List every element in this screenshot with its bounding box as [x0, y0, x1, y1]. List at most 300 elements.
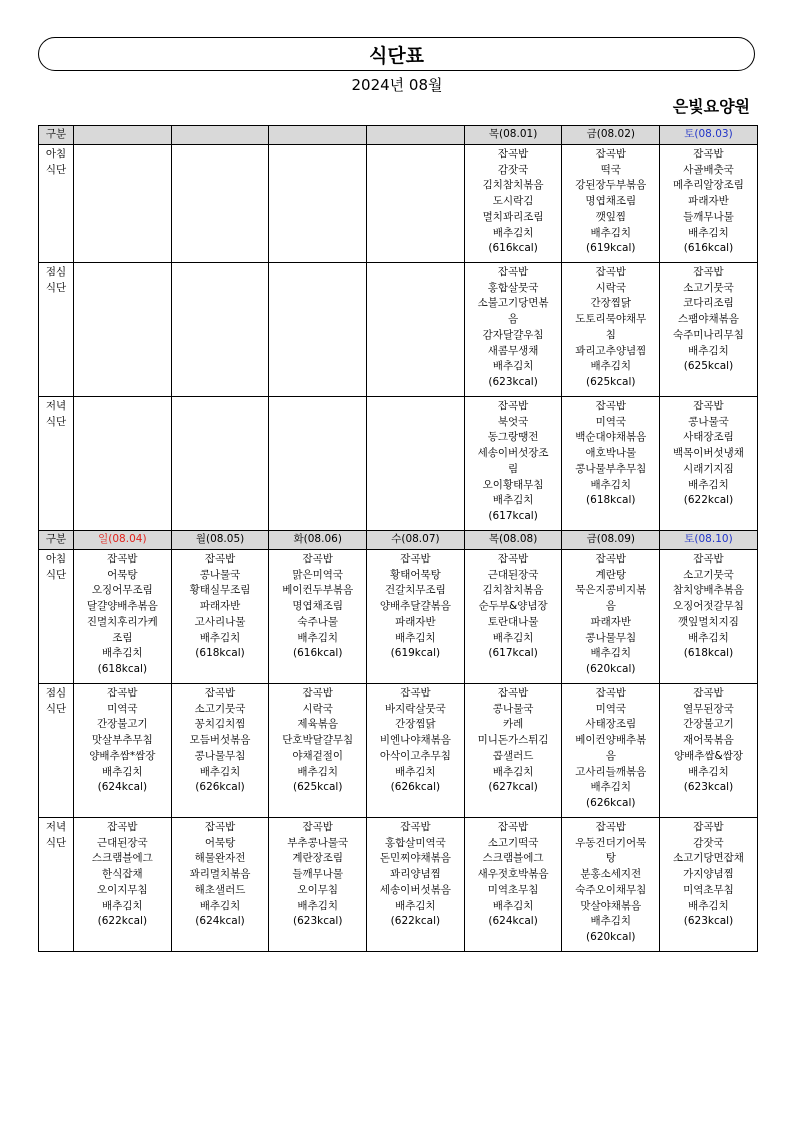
- menu-item: 음: [605, 749, 616, 762]
- menu-item: 들깨무나물: [292, 868, 344, 881]
- menu-item: 감잣국: [693, 836, 724, 849]
- menu-cell: [464, 145, 562, 263]
- menu-cell: [269, 684, 367, 818]
- menu-item: 배추김치: [199, 899, 241, 912]
- meal-label-line: 아침: [45, 148, 67, 160]
- menu-item: 미역국: [107, 702, 138, 715]
- meal-label-line: 저녁: [45, 821, 67, 833]
- menu-cell: [660, 684, 758, 818]
- menu-item: 비엔나야채볶음: [379, 734, 451, 747]
- meal-label-line: 점심: [45, 266, 67, 278]
- menu-item: 계란탕: [595, 568, 626, 581]
- week1-dinner-row: [39, 397, 758, 531]
- menu-item: 맑은미역국: [292, 568, 344, 581]
- menu-item: 파래자반: [688, 195, 729, 208]
- menu-item: 제육볶음: [297, 718, 338, 731]
- menu-item: 콩나물국: [688, 415, 729, 428]
- menu-cell: [171, 818, 269, 952]
- menu-item: 잡곡밥: [302, 687, 333, 699]
- menu-item: 숙주오이채무침: [575, 883, 647, 896]
- menu-cell: [367, 263, 465, 397]
- menu-item: 애호박나물: [585, 447, 637, 460]
- menu-item: (620kcal): [586, 662, 636, 675]
- gubun-label: 구분: [39, 126, 74, 145]
- menu-item: 황태실무조림: [189, 584, 251, 597]
- menu-item: 맛살야채볶음: [580, 899, 642, 912]
- menu-item: 잡곡밥: [497, 148, 529, 160]
- menu-item: 묵은지콩비지볶: [575, 584, 647, 597]
- menu-item: 근대된장국: [96, 836, 148, 849]
- page-title-text: 식단표: [368, 44, 425, 67]
- dinner-label: [39, 397, 74, 531]
- menu-item: 잡곡밥: [595, 687, 626, 699]
- meal-label-line: 식단: [45, 568, 67, 581]
- menu-cell: [74, 818, 172, 952]
- menu-item: (618kcal): [195, 647, 245, 660]
- menu-item: (616kcal): [292, 647, 343, 660]
- menu-item: 배추김치: [688, 765, 729, 778]
- menu-item: 잡곡밥: [595, 148, 626, 160]
- menu-item: 배추김치: [688, 344, 729, 357]
- menu-item: 도토리묵야채무: [575, 313, 647, 326]
- menu-item: 모듬버섯볶음: [189, 734, 251, 747]
- menu-item: 간장불고기: [683, 718, 734, 731]
- menu-item: 잡곡밥: [693, 148, 724, 160]
- menu-cell: [74, 550, 172, 684]
- menu-item: (626kcal): [390, 781, 441, 794]
- menu-item: 감잣국: [497, 163, 529, 176]
- menu-item: 해초샐러드: [194, 883, 246, 896]
- menu-item: 배추김치: [492, 360, 534, 373]
- menu-item: 배추김치: [102, 765, 143, 778]
- menu-item: 양배추쌈*쌈장: [89, 749, 156, 762]
- menu-item: 베이컨양배추볶: [575, 734, 647, 747]
- menu-item: 백목이버섯냉채: [672, 447, 744, 460]
- menu-item: 잡곡밥: [302, 821, 333, 833]
- menu-item: 시래기지짐: [683, 462, 734, 475]
- menu-item: 배추김치: [297, 631, 338, 644]
- menu-item: 김치참치볶음: [482, 584, 544, 597]
- menu-item: 떡국: [600, 163, 621, 176]
- menu-item: 어묵탕: [107, 568, 138, 581]
- menu-item: 우동건더기어묵: [575, 836, 647, 849]
- menu-item: 재어묵볶음: [683, 734, 734, 747]
- menu-item: 오징어무조림: [91, 584, 153, 597]
- menu-item: 배추김치: [688, 226, 729, 239]
- menu-item: 열무된장국: [683, 702, 734, 715]
- menu-cell: [171, 550, 269, 684]
- menu-item: 배추김치: [688, 478, 729, 491]
- menu-item: 잡곡밥: [400, 821, 431, 833]
- menu-item: 배추김치: [297, 765, 338, 778]
- menu-item: 음: [605, 600, 616, 613]
- menu-cell: [660, 550, 758, 684]
- day-header: 수(08.07): [367, 531, 465, 550]
- menu-item: 침: [605, 328, 616, 341]
- menu-item: 소고기떡국: [487, 836, 539, 849]
- menu-item: 야채겉절이: [292, 749, 344, 762]
- menu-cell: [660, 263, 758, 397]
- menu-item: 백순대야채볶음: [575, 431, 647, 444]
- menu-item: (622kcal): [97, 915, 148, 928]
- menu-item: 한식잡채: [102, 868, 143, 881]
- meal-label-line: 식단: [45, 163, 67, 176]
- menu-item: 배추김치: [590, 781, 632, 794]
- day-header: 토(08.03): [660, 126, 758, 145]
- menu-item: 배추김치: [199, 631, 241, 644]
- menu-item: 배추김치: [492, 765, 534, 778]
- menu-item: 배추김치: [395, 899, 436, 912]
- menu-item: 소고기당면잡채: [672, 852, 744, 865]
- menu-item: (619kcal): [390, 647, 441, 660]
- menu-cell: [367, 818, 465, 952]
- week2-dinner-row: [39, 818, 758, 952]
- menu-cell: [562, 550, 660, 684]
- menu-item: 콥샐러드: [492, 749, 534, 762]
- menu-item: 꽈리멸치볶음: [189, 868, 251, 881]
- menu-item: 미역초무침: [683, 883, 734, 896]
- day-header: 목(08.08): [464, 531, 562, 550]
- menu-item: (619kcal): [586, 242, 636, 255]
- menu-item: 오이황태무침: [482, 478, 544, 491]
- menu-item: 카레: [502, 718, 524, 731]
- week1-header-row: [39, 126, 758, 145]
- breakfast-label: [39, 145, 74, 263]
- menu-item: (624kcal): [97, 781, 148, 794]
- menu-item: 배추김치: [102, 647, 143, 660]
- meal-label-line: 식단: [45, 281, 67, 294]
- menu-cell: [562, 684, 660, 818]
- menu-item: 동그랑땡전: [487, 431, 539, 444]
- page-title: [38, 37, 755, 71]
- menu-item: 미니돈가스튀김: [477, 734, 549, 747]
- day-header: 금(08.09): [562, 531, 660, 550]
- breakfast-label: [39, 550, 74, 684]
- menu-item: (627kcal): [488, 781, 538, 794]
- menu-cell: [74, 145, 172, 263]
- menu-item: 홍합살미역국: [384, 836, 446, 849]
- menu-cell: [269, 550, 367, 684]
- menu-item: 세송이버섯장조: [477, 447, 549, 460]
- menu-item: 오징어젓갈무침: [672, 600, 744, 613]
- menu-item: 황태어묵탕: [390, 568, 441, 581]
- menu-item: 새우젓호박볶음: [477, 868, 549, 881]
- menu-item: 멸치꽈리조림: [482, 210, 544, 223]
- week1-lunch-row: [39, 263, 758, 397]
- menu-item: 파래자반: [590, 615, 632, 628]
- menu-item: 베이컨두부볶음: [282, 584, 354, 597]
- menu-item: 잡곡밥: [693, 553, 724, 565]
- menu-cell: [562, 145, 660, 263]
- menu-item: 잡곡밥: [497, 687, 529, 699]
- menu-item: 사태장조림: [683, 431, 734, 444]
- menu-item: 소고기뭇국: [683, 568, 734, 581]
- menu-item: 콩나물국: [492, 702, 534, 715]
- menu-item: 잡곡밥: [497, 400, 529, 412]
- menu-item: 간장찜닭: [395, 718, 436, 731]
- menu-item: 간장찜닭: [590, 297, 632, 310]
- menu-item: 배추김치: [590, 226, 632, 239]
- menu-cell: [367, 550, 465, 684]
- menu-item: 잡곡밥: [302, 553, 333, 565]
- day-header: 목(08.01): [464, 126, 562, 145]
- lunch-label: [39, 684, 74, 818]
- day-header: [171, 126, 269, 145]
- menu-item: 근대된장국: [487, 568, 539, 581]
- menu-item: 배추김치: [688, 631, 729, 644]
- menu-item: 소고기뭇국: [194, 702, 246, 715]
- menu-item: (623kcal): [683, 915, 734, 928]
- menu-item: 강된장두부볶음: [575, 179, 647, 192]
- menu-cell: [269, 145, 367, 263]
- menu-item: 양배추달걀볶음: [379, 600, 451, 613]
- menu-item: 돈민찌야채볶음: [379, 852, 451, 865]
- menu-item: 스팸야채볶음: [678, 313, 739, 326]
- meal-label-line: 식단: [45, 836, 67, 849]
- menu-item: 미역초무침: [487, 883, 539, 896]
- menu-item: 잡곡밥: [497, 553, 529, 565]
- menu-item: 배추김치: [395, 631, 436, 644]
- day-header: 화(08.06): [269, 531, 367, 550]
- menu-item: (624kcal): [195, 915, 245, 928]
- menu-item: 잡곡밥: [204, 687, 236, 699]
- menu-item: 소고기뭇국: [683, 281, 734, 294]
- menu-item: 사태장조림: [585, 718, 637, 731]
- menu-item: 고사리나물: [194, 615, 246, 628]
- menu-item: 파래자반: [199, 600, 241, 613]
- menu-item: 잡곡밥: [204, 821, 236, 833]
- menu-item: 김치참치볶음: [482, 179, 544, 192]
- menu-item: 맛살부추무침: [91, 734, 153, 747]
- menu-item: 음: [508, 313, 519, 326]
- menu-item: 파래자반: [395, 615, 436, 628]
- menu-item: 배추김치: [102, 899, 143, 912]
- menu-item: 순두부&양념장: [478, 600, 548, 613]
- meal-label-line: 저녁: [45, 400, 67, 412]
- menu-item: 들깨무나물: [683, 210, 734, 223]
- menu-item: 깻잎찜: [595, 210, 626, 223]
- menu-item: 배추김치: [395, 765, 436, 778]
- menu-item: 깻잎멸치지짐: [678, 615, 739, 628]
- menu-cell: [171, 397, 269, 531]
- day-header: 토(08.10): [660, 531, 758, 550]
- week2-breakfast-row: [39, 550, 758, 684]
- menu-item: 잡곡밥: [595, 821, 626, 833]
- menu-item: 잡곡밥: [400, 553, 431, 565]
- menu-cell: [464, 263, 562, 397]
- menu-cell: [74, 684, 172, 818]
- menu-cell: [171, 684, 269, 818]
- menu-item: 바지락살뭇국: [384, 702, 446, 715]
- day-header: 일(08.04): [74, 531, 172, 550]
- day-header: 월(08.05): [171, 531, 269, 550]
- menu-cell: [171, 263, 269, 397]
- menu-item: 잡곡밥: [595, 266, 626, 278]
- menu-item: (625kcal): [292, 781, 343, 794]
- menu-item: (617kcal): [488, 509, 538, 522]
- gubun-label: 구분: [39, 531, 74, 550]
- menu-item: 고사리들깨볶음: [575, 765, 647, 778]
- menu-item: (623kcal): [488, 375, 538, 388]
- menu-item: 세송이버섯볶음: [379, 883, 451, 896]
- menu-item: 북엇국: [497, 415, 529, 428]
- menu-item: (616kcal): [683, 242, 734, 255]
- menu-item: (618kcal): [97, 662, 148, 675]
- day-header: 금(08.02): [562, 126, 660, 145]
- menu-item: 콩나물무침: [194, 749, 246, 762]
- menu-item: 양배추쌈&쌈장: [673, 749, 743, 762]
- week1-breakfast-row: [39, 145, 758, 263]
- menu-item: 토란대나물: [487, 615, 539, 628]
- menu-item: 참치양배추볶음: [672, 584, 744, 597]
- menu-item: (625kcal): [683, 360, 734, 373]
- menu-item: 오이지무침: [96, 883, 148, 896]
- menu-item: 미역국: [595, 702, 626, 715]
- menu-cell: [660, 397, 758, 531]
- menu-item: 배추김치: [492, 631, 534, 644]
- day-header: [74, 126, 172, 145]
- menu-item: 명엽채조림: [585, 195, 637, 208]
- menu-item: 간장불고기: [96, 718, 148, 731]
- menu-item: 미역국: [595, 415, 626, 428]
- menu-item: 분홍소세지전: [580, 868, 642, 881]
- day-header: [367, 126, 465, 145]
- meal-label-line: 식단: [45, 702, 67, 715]
- menu-item: 시락국: [595, 281, 626, 294]
- menu-item: (622kcal): [683, 494, 734, 507]
- meal-label-line: 아침: [45, 553, 67, 565]
- menu-item: 오이무침: [297, 883, 338, 896]
- menu-cell: [74, 263, 172, 397]
- menu-item: 탕: [605, 852, 616, 865]
- menu-item: (626kcal): [586, 796, 636, 809]
- menu-item: 도시락김: [492, 195, 534, 208]
- menu-item: 감자달걀우침: [482, 328, 544, 341]
- menu-item: 배추김치: [492, 226, 534, 239]
- menu-item: 코다리조림: [683, 297, 734, 310]
- menu-item: 잡곡밥: [693, 821, 724, 833]
- menu-item: 콩나물부추무침: [575, 462, 647, 475]
- menu-item: 숙주나물: [297, 615, 338, 628]
- lunch-label: [39, 263, 74, 397]
- meal-label-line: 점심: [45, 687, 67, 699]
- menu-cell: [464, 818, 562, 952]
- menu-cell: [464, 550, 562, 684]
- menu-item: 꽁치김치찜: [194, 718, 246, 731]
- menu-item: 잡곡밥: [497, 266, 529, 278]
- menu-item: 소불고기당면볶: [477, 297, 549, 310]
- menu-cell: [367, 397, 465, 531]
- menu-cell: [269, 397, 367, 531]
- menu-item: (624kcal): [488, 915, 538, 928]
- menu-item: 가지양념찜: [683, 868, 734, 881]
- organization-name: 은빛요양원: [672, 97, 750, 116]
- menu-item: 새콤무생채: [487, 344, 539, 357]
- menu-item: 어묵탕: [204, 836, 236, 849]
- menu-item: 진멸치후리가케: [86, 615, 158, 628]
- menu-item: (618kcal): [586, 494, 636, 507]
- menu-item: 콩나물무침: [585, 631, 637, 644]
- menu-cell: [660, 818, 758, 952]
- menu-item: (616kcal): [488, 242, 538, 255]
- day-header: [269, 126, 367, 145]
- menu-item: 스크램블에그: [91, 852, 153, 865]
- menu-cell: [562, 397, 660, 531]
- menu-item: (625kcal): [586, 375, 636, 388]
- menu-item: 아삭이고추무침: [379, 749, 451, 762]
- menu-item: 잡곡밥: [204, 553, 236, 565]
- menu-item: 배추김치: [199, 765, 241, 778]
- menu-cell: [74, 397, 172, 531]
- menu-item: 배추김치: [590, 915, 632, 928]
- dinner-label: [39, 818, 74, 952]
- menu-item: 해물완자전: [194, 852, 246, 865]
- menu-item: 잡곡밥: [497, 821, 529, 833]
- menu-item: 잡곡밥: [693, 400, 724, 412]
- menu-item: 부추콩나물국: [287, 836, 349, 849]
- menu-item: 잡곡밥: [693, 266, 724, 278]
- menu-item: (622kcal): [390, 915, 441, 928]
- menu-item: (620kcal): [586, 930, 636, 943]
- menu-item: (626kcal): [195, 781, 245, 794]
- menu-item: 잡곡밥: [107, 821, 138, 833]
- week2-lunch-row: [39, 684, 758, 818]
- menu-cell: [269, 818, 367, 952]
- menu-item: 계란장조림: [292, 852, 344, 865]
- menu-item: 사골배춧국: [683, 163, 734, 176]
- menu-table: [38, 125, 758, 952]
- menu-item: 배추김치: [590, 478, 632, 491]
- menu-item: 명엽채조림: [292, 600, 344, 613]
- menu-cell: [367, 145, 465, 263]
- menu-item: 꽈리양념찜: [390, 868, 441, 881]
- menu-cell: [171, 145, 269, 263]
- menu-item: 단호박달걀무침: [282, 734, 354, 747]
- menu-item: 콩나물국: [199, 568, 241, 581]
- menu-item: 배추김치: [492, 494, 534, 507]
- menu-item: 꽈리고추양념찜: [575, 344, 647, 357]
- menu-cell: [660, 145, 758, 263]
- menu-cell: [562, 818, 660, 952]
- menu-cell: [269, 263, 367, 397]
- menu-item: 배추김치: [590, 360, 632, 373]
- menu-cell: [464, 397, 562, 531]
- menu-cell: [464, 684, 562, 818]
- menu-item: 달걀양배추볶음: [86, 600, 158, 613]
- menu-item: 홍합살뭇국: [487, 281, 539, 294]
- menu-item: 숙주미나리무침: [672, 328, 744, 341]
- menu-item: (623kcal): [683, 781, 734, 794]
- menu-item: (623kcal): [292, 915, 343, 928]
- menu-item: 잡곡밥: [400, 687, 431, 699]
- menu-cell: [562, 263, 660, 397]
- menu-item: 잡곡밥: [107, 553, 138, 565]
- menu-item: (617kcal): [488, 647, 538, 660]
- menu-item: 시락국: [302, 702, 333, 715]
- menu-item: 스크램블에그: [482, 852, 544, 865]
- month-subtitle: 2024년 08월: [351, 76, 443, 94]
- menu-item: 림: [508, 462, 519, 475]
- menu-item: (618kcal): [683, 647, 734, 660]
- menu-item: 조림: [112, 631, 133, 644]
- menu-item: 배추김치: [492, 899, 534, 912]
- menu-cell: [367, 684, 465, 818]
- menu-item: 잡곡밥: [595, 400, 626, 412]
- menu-item: 잡곡밥: [595, 553, 626, 565]
- meal-label-line: 식단: [45, 415, 67, 428]
- menu-item: 잡곡밥: [693, 687, 724, 699]
- menu-item: 배추김치: [688, 899, 729, 912]
